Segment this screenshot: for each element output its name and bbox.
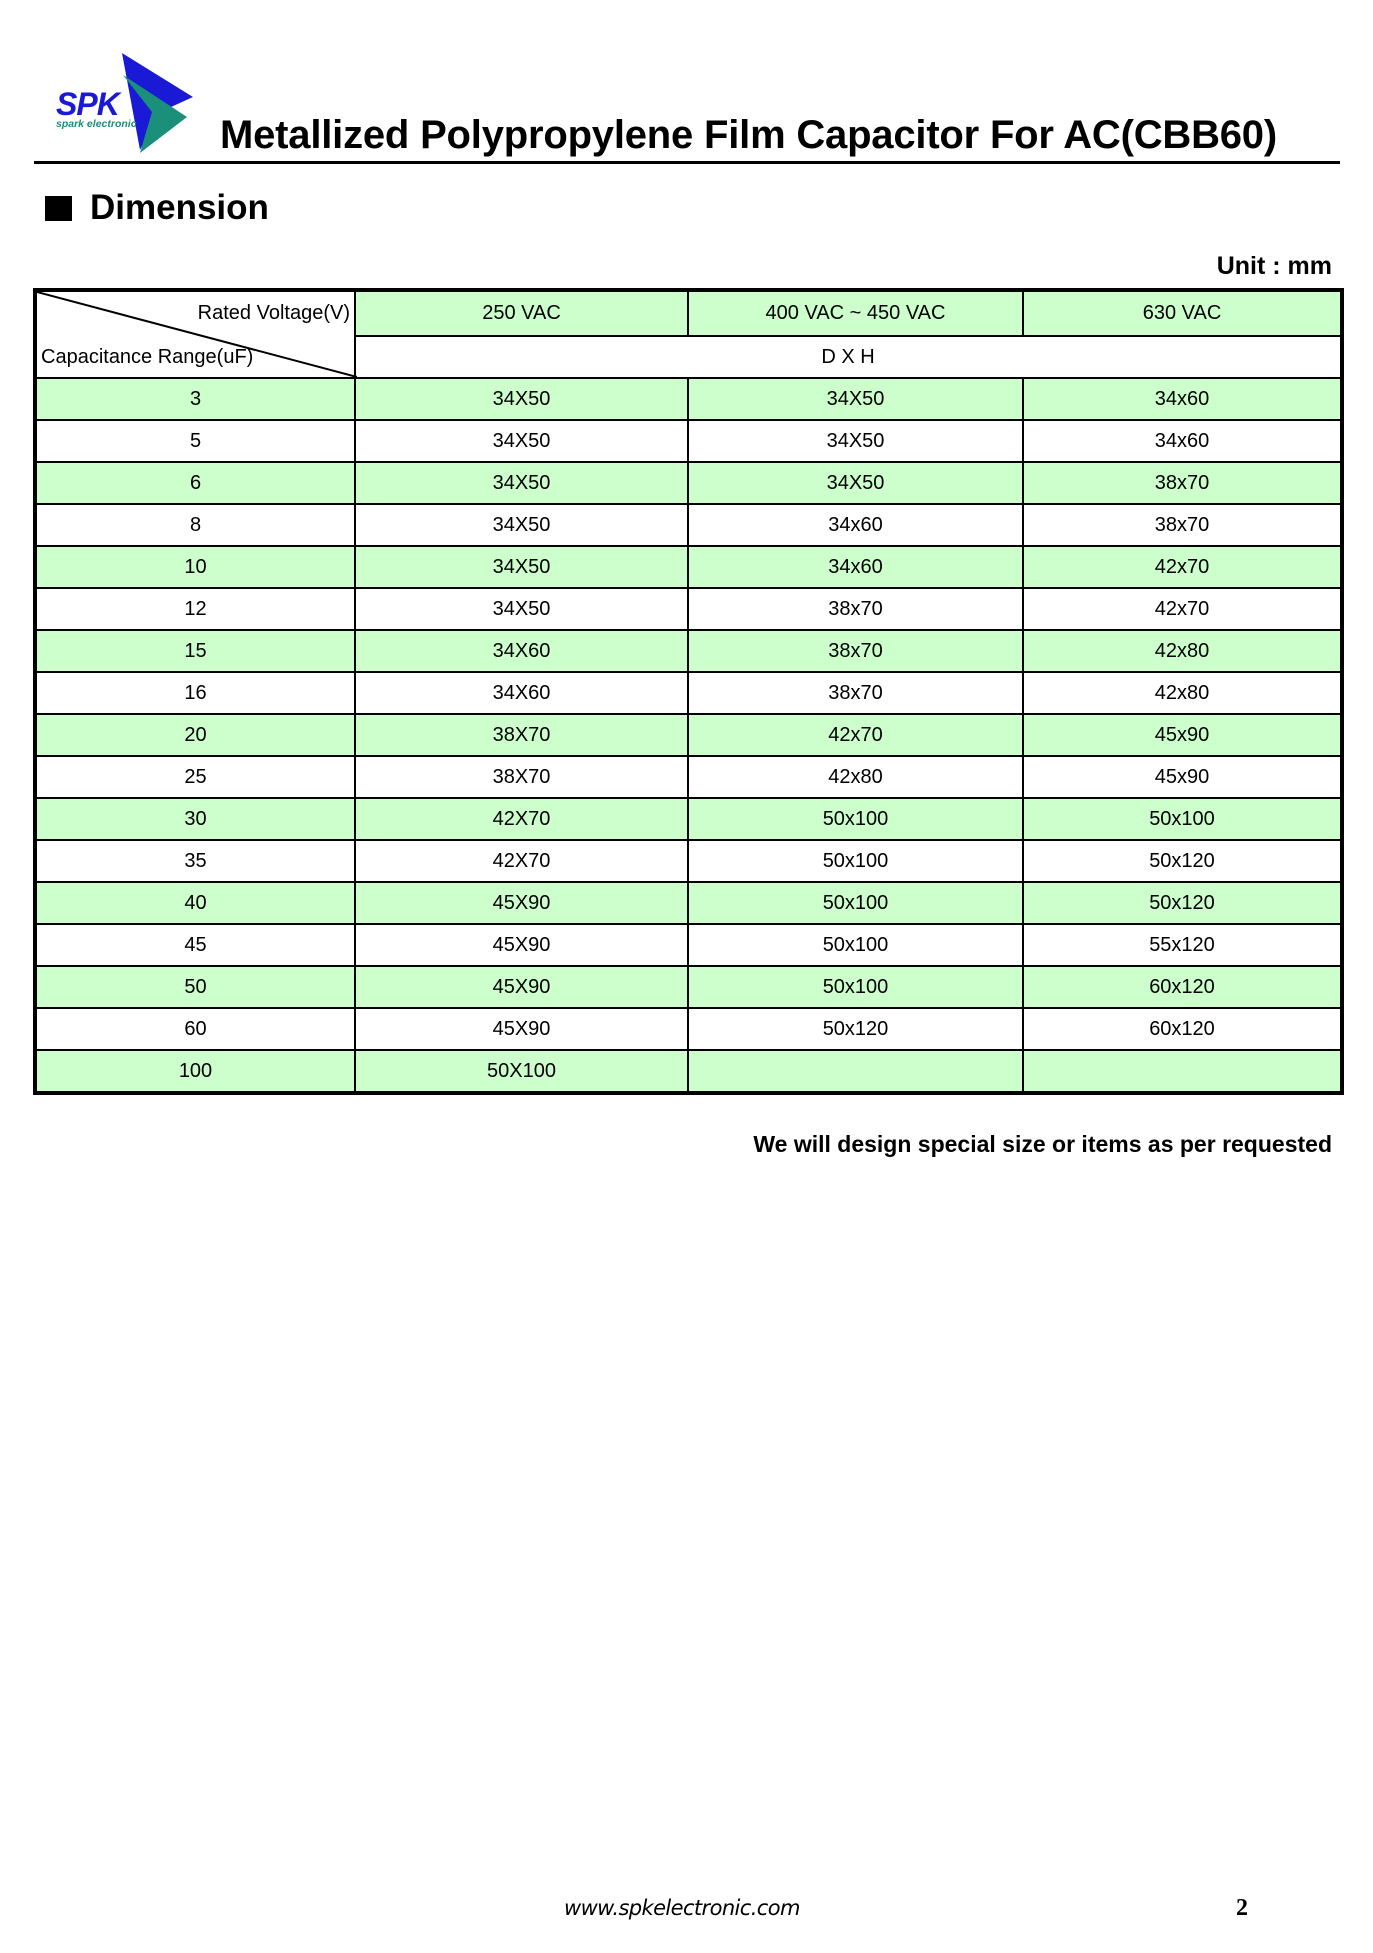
custom-size-note: We will design special size or items as per requested	[753, 1131, 1332, 1157]
table-row	[35, 840, 1342, 882]
dimension-250vac-cell: 45X90	[355, 924, 688, 966]
dimension-400-450vac-cell: 38x70	[688, 588, 1023, 630]
dimension-630vac-cell: 38x70	[1023, 462, 1342, 504]
dimension-400-450vac-cell: 50x120	[688, 1008, 1023, 1050]
section-title: Dimension	[90, 188, 269, 227]
dimension-400-450vac-cell: 42x70	[688, 714, 1023, 756]
capacitance-cell: 60	[35, 1008, 355, 1050]
dimension-250vac-cell: 45X90	[355, 966, 688, 1008]
logo-tagline: spark electronic	[56, 118, 137, 130]
logo-brand: SPK	[56, 86, 119, 122]
dimension-400-450vac-cell: 34x60	[688, 504, 1023, 546]
dimension-630vac-cell: 50x120	[1023, 882, 1342, 924]
spk-logo	[52, 50, 202, 158]
dimension-250vac-cell: 38X70	[355, 714, 688, 756]
table-row	[35, 504, 1342, 546]
capacitance-cell: 30	[35, 798, 355, 840]
column-header-630vac: 630 VAC	[1023, 290, 1342, 336]
dimension-400-450vac-cell: 34X50	[688, 462, 1023, 504]
dimension-250vac-cell: 34X60	[355, 630, 688, 672]
dimension-630vac-cell: 34x60	[1023, 420, 1342, 462]
table-row	[35, 756, 1342, 798]
capacitance-cell: 10	[35, 546, 355, 588]
dimension-630vac-cell: 42x80	[1023, 672, 1342, 714]
table-row	[35, 462, 1342, 504]
capacitance-cell: 35	[35, 840, 355, 882]
table-row	[35, 546, 1342, 588]
capacitance-cell: 45	[35, 924, 355, 966]
capacitance-cell: 15	[35, 630, 355, 672]
dimension-630vac-cell: 42x80	[1023, 630, 1342, 672]
dimension-250vac-cell: 45X90	[355, 1008, 688, 1050]
corner-header-cell	[35, 290, 355, 378]
dimension-400-450vac-cell: 50x100	[688, 882, 1023, 924]
table-row	[35, 924, 1342, 966]
dimension-630vac-cell: 42x70	[1023, 588, 1342, 630]
column-header-250vac: 250 VAC	[355, 290, 688, 336]
dimension-250vac-cell: 34X60	[355, 672, 688, 714]
dimension-250vac-cell: 34X50	[355, 420, 688, 462]
dimension-250vac-cell: 34X50	[355, 462, 688, 504]
dimension-250vac-cell: 34X50	[355, 504, 688, 546]
header-row-voltage	[35, 290, 1342, 336]
dimension-630vac-cell: 45x90	[1023, 714, 1342, 756]
dimension-630vac-cell: 45x90	[1023, 756, 1342, 798]
capacitance-cell: 50	[35, 966, 355, 1008]
column-header-400-450vac: 400 VAC ~ 450 VAC	[688, 290, 1023, 336]
unit-label: Unit : mm	[1216, 252, 1332, 280]
capacitance-cell: 12	[35, 588, 355, 630]
title-divider	[34, 161, 1340, 164]
dimension-630vac-cell: 50x120	[1023, 840, 1342, 882]
dimension-400-450vac-cell: 34x60	[688, 546, 1023, 588]
section-heading	[45, 188, 269, 228]
dimension-630vac-cell	[1023, 1050, 1342, 1093]
dimension-630vac-cell: 34x60	[1023, 378, 1342, 420]
dimension-400-450vac-cell: 34X50	[688, 420, 1023, 462]
capacitance-cell: 5	[35, 420, 355, 462]
bullet-square-icon	[45, 196, 72, 221]
capacitance-range-label: Capacitance Range(uF)	[41, 346, 254, 368]
capacitance-cell: 6	[35, 462, 355, 504]
table-row	[35, 1050, 1342, 1093]
dimension-630vac-cell: 55x120	[1023, 924, 1342, 966]
table-row	[35, 588, 1342, 630]
table-row	[35, 1008, 1342, 1050]
dimension-250vac-cell: 38X70	[355, 756, 688, 798]
dimension-400-450vac-cell: 50x100	[688, 966, 1023, 1008]
capacitance-cell: 16	[35, 672, 355, 714]
dimension-400-450vac-cell: 50x100	[688, 798, 1023, 840]
table-row	[35, 420, 1342, 462]
table-row	[35, 714, 1342, 756]
capacitance-cell: 100	[35, 1050, 355, 1093]
dimension-400-450vac-cell: 38x70	[688, 630, 1023, 672]
dimension-400-450vac-cell: 38x70	[688, 672, 1023, 714]
dimension-630vac-cell: 60x120	[1023, 1008, 1342, 1050]
dimension-630vac-cell: 42x70	[1023, 546, 1342, 588]
capacitance-cell: 20	[35, 714, 355, 756]
dimension-table	[33, 288, 1344, 1095]
dimension-250vac-cell: 42X70	[355, 840, 688, 882]
document-title: Metallized Polypropylene Film Capacitor For AC(CBB60)	[220, 113, 1277, 157]
capacitance-cell: 40	[35, 882, 355, 924]
dimension-400-450vac-cell: 50x100	[688, 840, 1023, 882]
dimension-630vac-cell: 60x120	[1023, 966, 1342, 1008]
table-row	[35, 672, 1342, 714]
capacitance-cell: 3	[35, 378, 355, 420]
dimension-250vac-cell: 42X70	[355, 798, 688, 840]
footer-website-link[interactable]: www.spkelectronic.com	[564, 1896, 800, 1920]
dimension-400-450vac-cell	[688, 1050, 1023, 1093]
dimension-400-450vac-cell: 50x100	[688, 924, 1023, 966]
table-row	[35, 378, 1342, 420]
dimension-630vac-cell: 50x100	[1023, 798, 1342, 840]
table-row	[35, 966, 1342, 1008]
dimension-250vac-cell: 34X50	[355, 378, 688, 420]
dimension-630vac-cell: 38x70	[1023, 504, 1342, 546]
capacitance-cell: 25	[35, 756, 355, 798]
table-row	[35, 630, 1342, 672]
dimension-250vac-cell: 45X90	[355, 882, 688, 924]
capacitance-cell: 8	[35, 504, 355, 546]
dimension-400-450vac-cell: 34X50	[688, 378, 1023, 420]
dimension-250vac-cell: 34X50	[355, 588, 688, 630]
page-number: 2	[1236, 1895, 1248, 1921]
table-row	[35, 798, 1342, 840]
table-row	[35, 882, 1342, 924]
dxh-subheader: D X H	[355, 336, 1342, 378]
dimension-250vac-cell: 50X100	[355, 1050, 688, 1093]
dimension-400-450vac-cell: 42x80	[688, 756, 1023, 798]
dimension-250vac-cell: 34X50	[355, 546, 688, 588]
rated-voltage-label: Rated Voltage(V)	[197, 302, 350, 324]
